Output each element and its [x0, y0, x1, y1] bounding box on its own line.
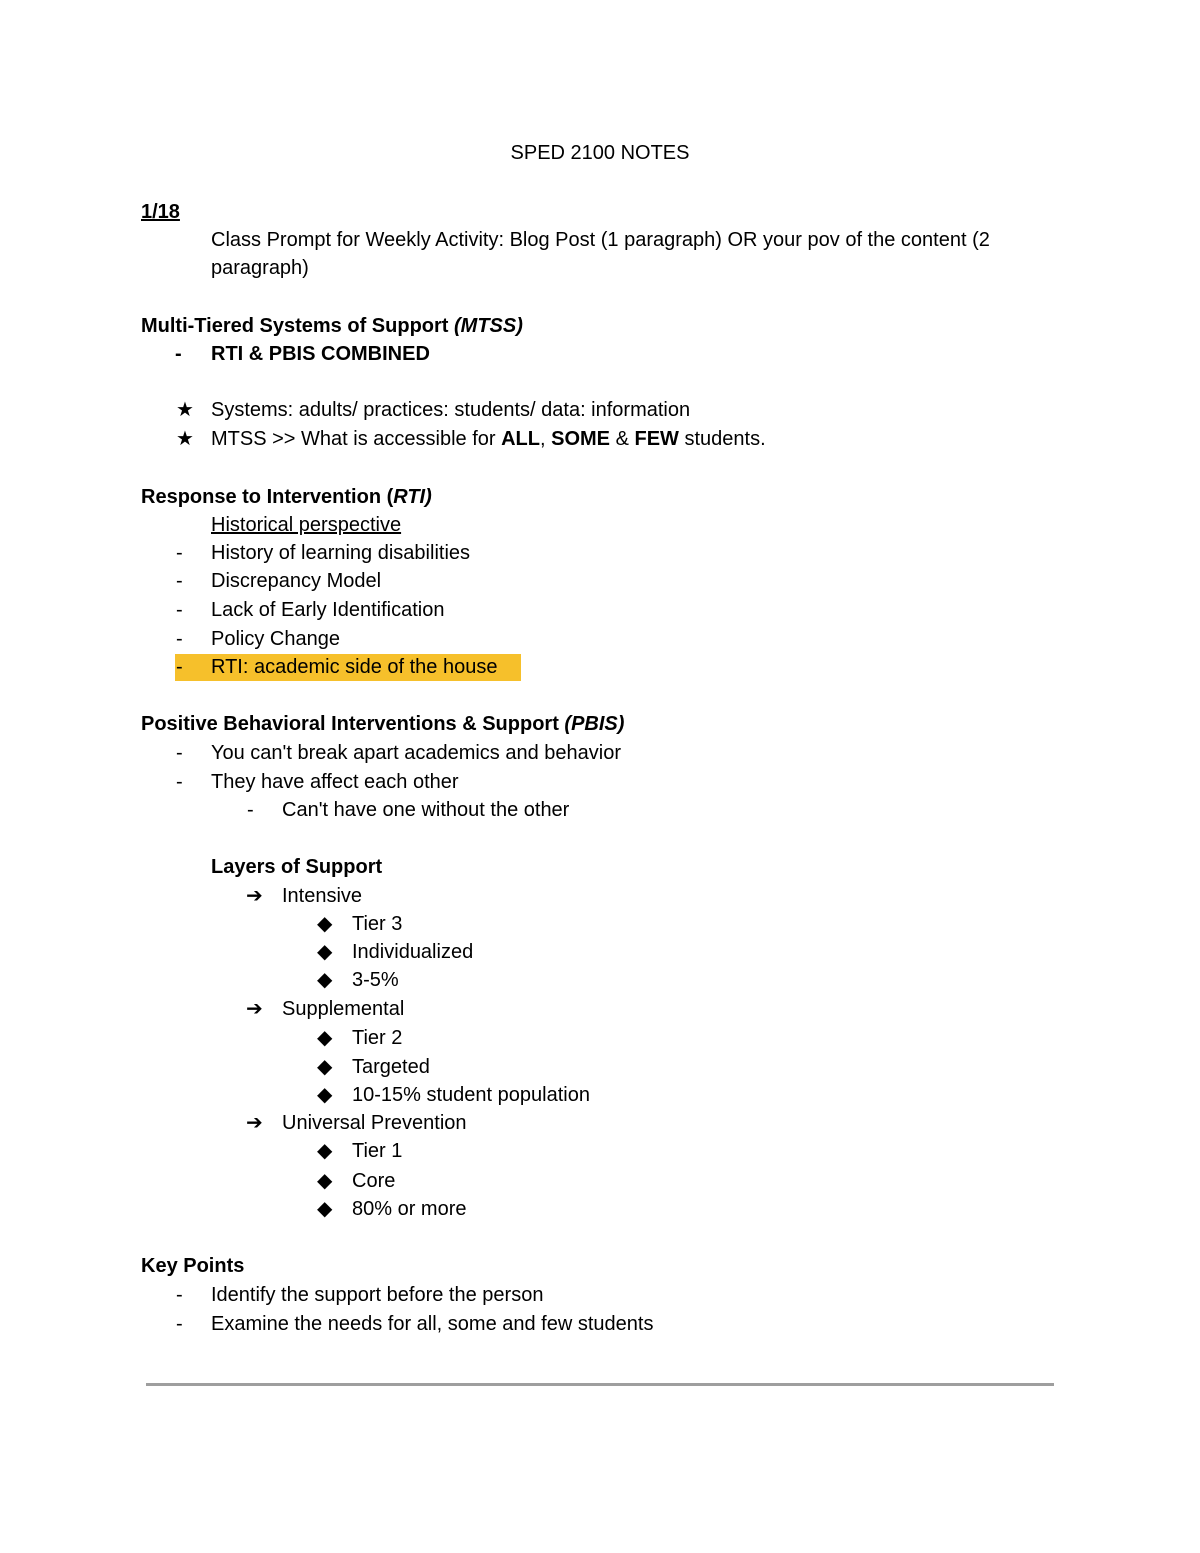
class-prompt-line1: Class Prompt for Weekly Activity: Blog Post (1 paragraph) OR your pov of the content (2 [211, 229, 990, 251]
layer-universal: Universal Prevention [282, 1112, 467, 1134]
pbis-item-1: You can't break apart academics and behavior [211, 742, 622, 764]
dash-bullet-icon: - [176, 570, 183, 592]
diamond-bullet-icon: ◆ [317, 1056, 333, 1078]
rti-subheading: Historical perspective [211, 514, 402, 536]
rti-heading: Response to Intervention (RTI) [141, 486, 432, 508]
dash-bullet-icon: - [247, 799, 254, 821]
mtss-bullet: RTI & PBIS COMBINED [211, 343, 430, 365]
arrow-bullet-icon: ➔ [246, 998, 263, 1020]
diamond-bullet-icon: ◆ [317, 969, 333, 991]
pbis-heading: Positive Behavioral Interventions & Support (PBIS) [141, 713, 625, 735]
intensive-item-2: Individualized [352, 941, 474, 963]
pbis-item-2: They have affect each other [211, 771, 459, 793]
rti-item-1: History of learning disabilities [211, 542, 471, 564]
rti-item-2: Discrepancy Model [211, 570, 382, 592]
key-point-2: Examine the needs for all, some and few students [211, 1313, 654, 1335]
dash-bullet-icon: - [176, 742, 183, 764]
layer-supplemental: Supplemental [282, 998, 405, 1020]
pbis-sub-item: Can't have one without the other [282, 799, 570, 821]
arrow-bullet-icon: ➔ [246, 885, 263, 907]
dash-bullet-icon: - [176, 542, 183, 564]
diamond-bullet-icon: ◆ [317, 1140, 333, 1162]
supplemental-item-3: 10-15% student population [352, 1084, 590, 1106]
star-bullet-icon: ★ [176, 428, 194, 450]
mtss-star-item-2: MTSS >> What is accessible for ALL, SOME & FEW students. [211, 428, 766, 450]
dash-bullet-icon: - [176, 628, 183, 650]
rti-highlight-item: RTI: academic side of the house [211, 656, 498, 678]
key-point-1: Identify the support before the person [211, 1284, 544, 1306]
diamond-bullet-icon: ◆ [317, 1198, 333, 1220]
star-bullet-icon: ★ [176, 399, 194, 421]
universal-item-1: Tier 1 [352, 1140, 403, 1162]
page-title: SPED 2100 NOTES [510, 142, 690, 164]
supplemental-item-2: Targeted [352, 1056, 430, 1078]
mtss-star-item-1: Systems: adults/ practices: students/ data: information [211, 399, 691, 421]
universal-item-2: Core [352, 1170, 396, 1192]
dash-bullet-icon: - [175, 343, 182, 365]
universal-item-3: 80% or more [352, 1198, 467, 1220]
class-prompt-line2: paragraph) [211, 257, 309, 279]
dash-bullet-icon: - [176, 1284, 183, 1306]
horizontal-rule [146, 1383, 1054, 1386]
dash-bullet-icon: - [176, 599, 183, 621]
diamond-bullet-icon: ◆ [317, 1170, 333, 1192]
dash-bullet-icon: - [176, 771, 183, 793]
layers-heading: Layers of Support [211, 856, 383, 878]
diamond-bullet-icon: ◆ [317, 1027, 333, 1049]
diamond-bullet-icon: ◆ [317, 913, 333, 935]
mtss-heading: Multi-Tiered Systems of Support (MTSS) [141, 315, 523, 337]
layer-intensive: Intensive [282, 885, 363, 907]
supplemental-item-1: Tier 2 [352, 1027, 403, 1049]
intensive-item-3: 3-5% [352, 969, 399, 991]
arrow-bullet-icon: ➔ [246, 1112, 263, 1134]
diamond-bullet-icon: ◆ [317, 941, 333, 963]
key-points-heading: Key Points [141, 1255, 245, 1277]
date-heading: 1/18 [141, 201, 180, 223]
diamond-bullet-icon: ◆ [317, 1084, 333, 1106]
rti-item-4: Policy Change [211, 628, 340, 650]
dash-bullet-icon: - [176, 656, 183, 678]
dash-bullet-icon: - [176, 1313, 183, 1335]
rti-item-3: Lack of Early Identification [211, 599, 445, 621]
intensive-item-1: Tier 3 [352, 913, 403, 935]
